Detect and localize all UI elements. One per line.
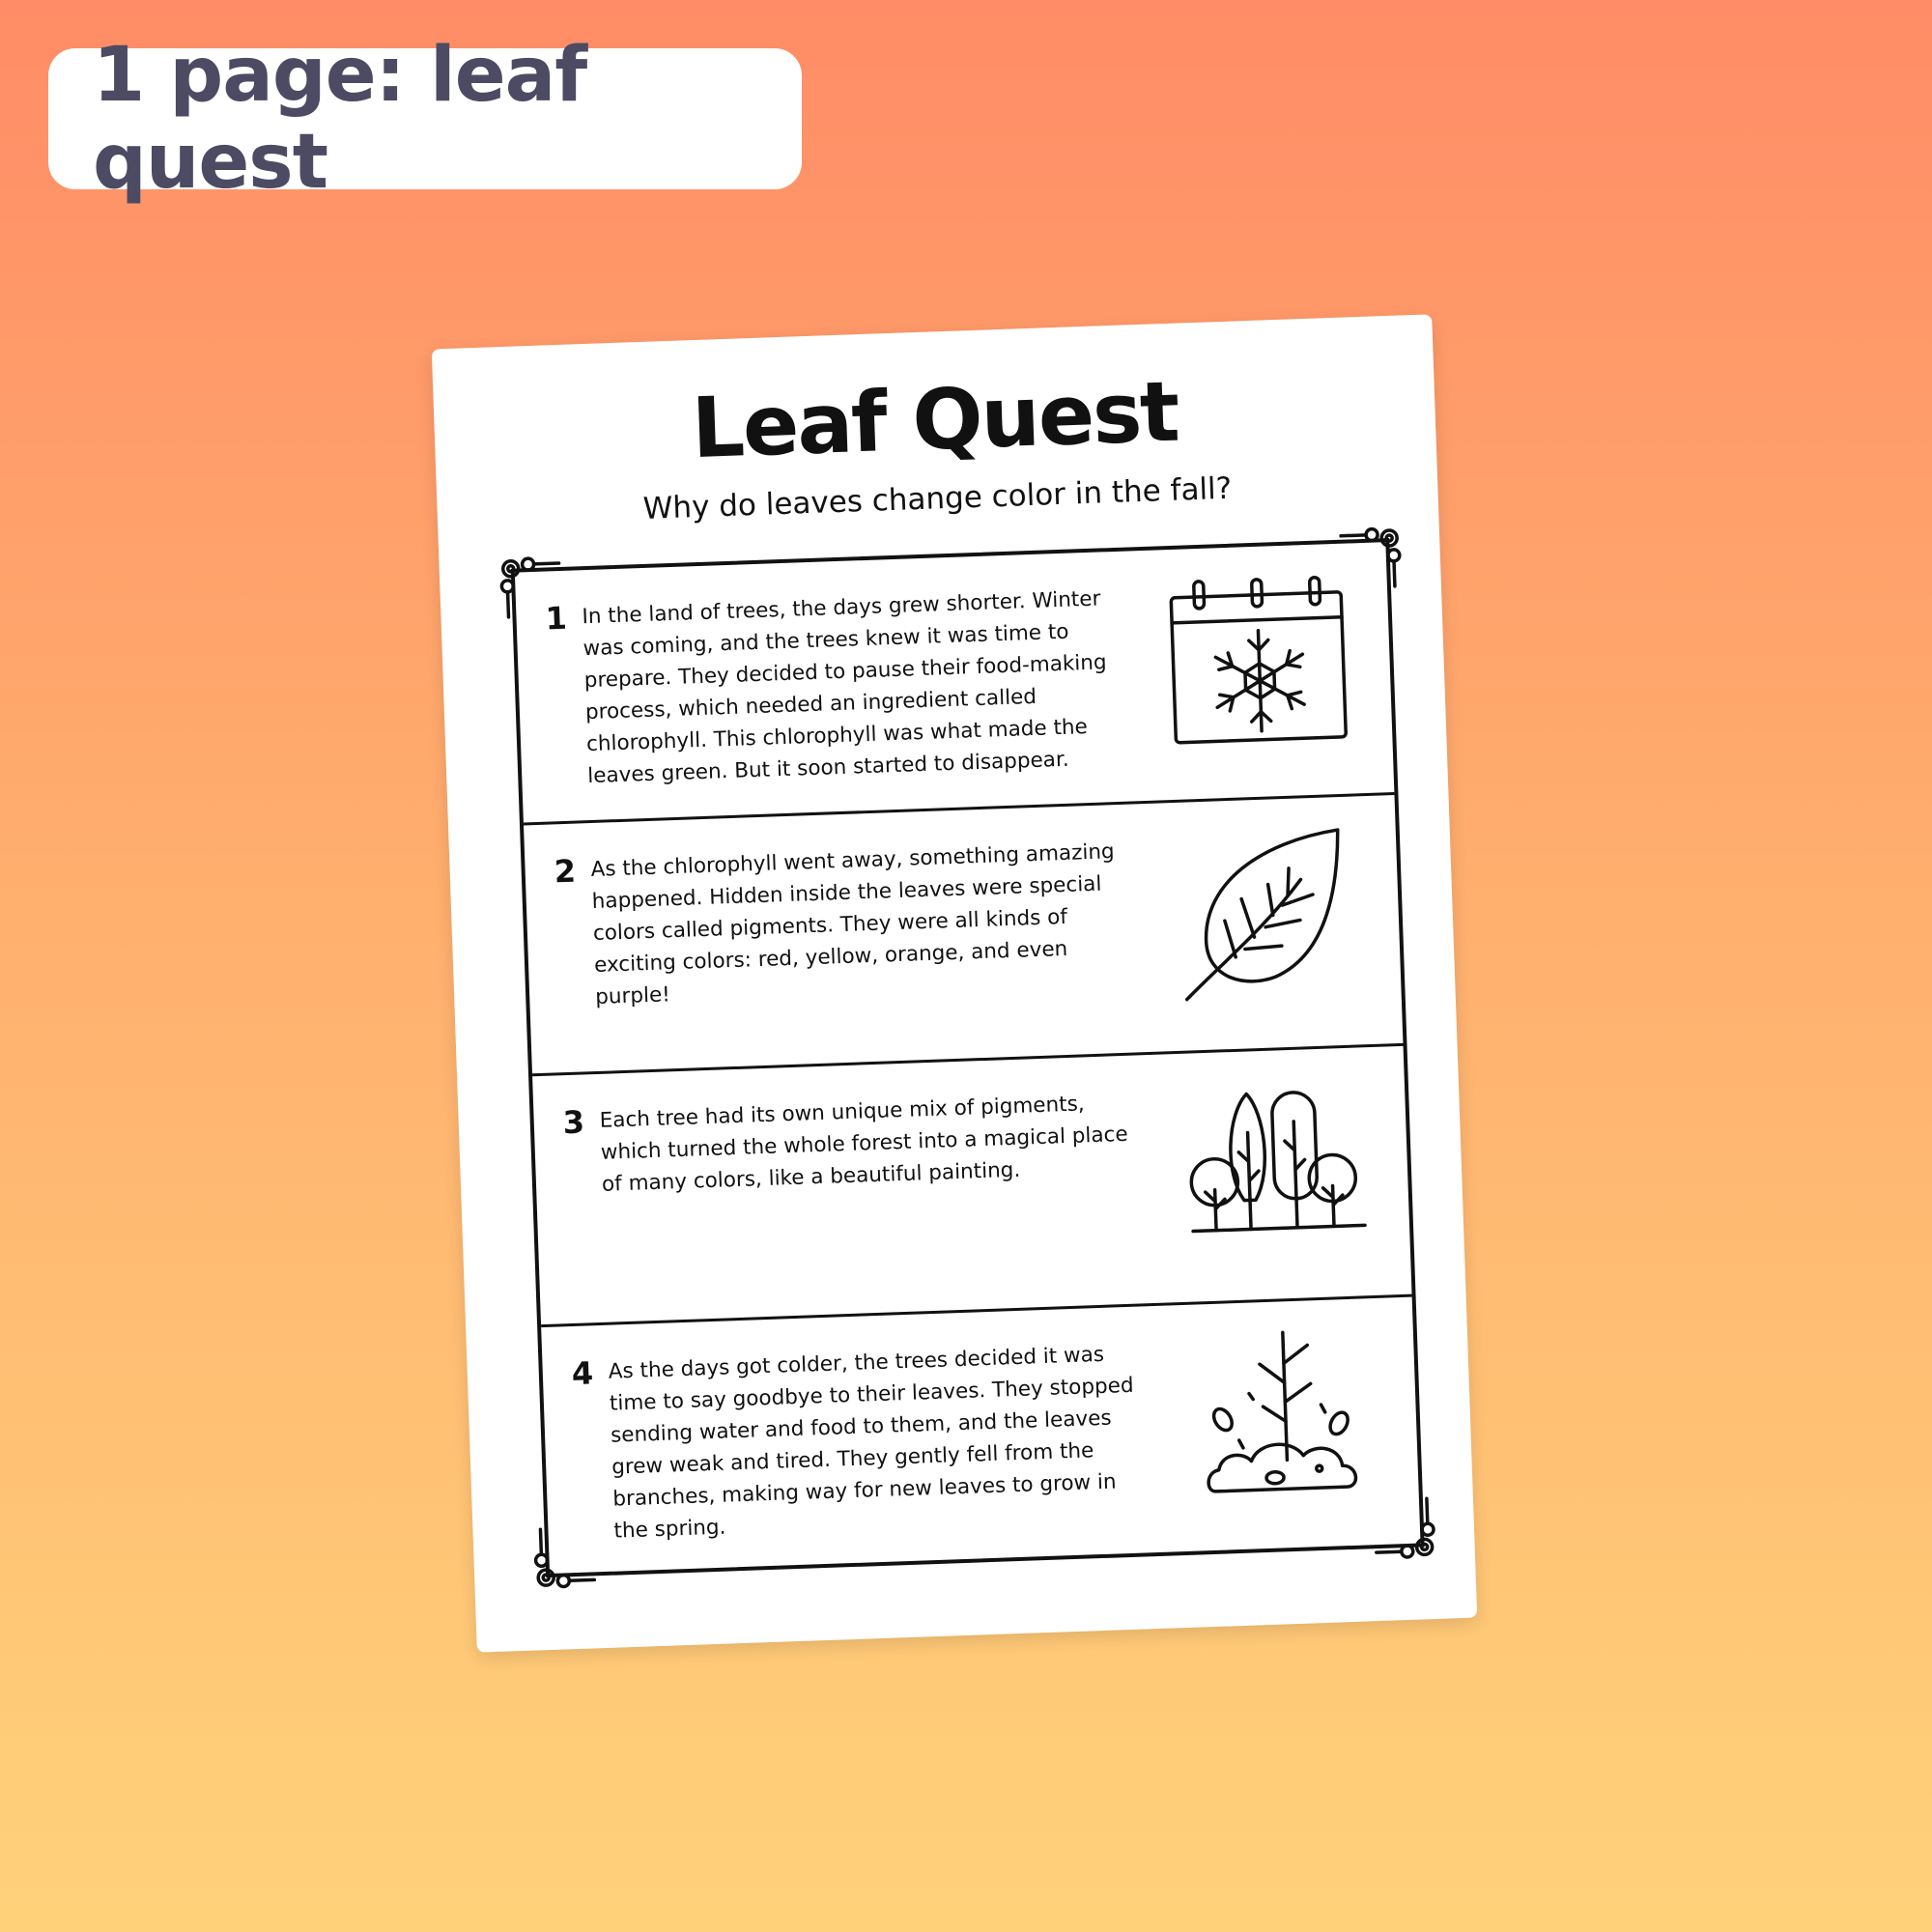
section-text: As the days got colder, the trees decided it was time to say goodbye to their leaves. They stopped sending water and food to them, and the leaves grew weak and tired. They gently fell from the branches, making way for new leaves to grow in the spring. — [608, 1342, 1134, 1544]
calendar-snowflake-icon — [1164, 567, 1354, 757]
section-text: As the chlorophyll went away, something amazing happened. Hidden inside the leaves were special colors called pigments. They were all kinds of exciting colors: red, yellow, orange, and even purple! — [590, 839, 1116, 1009]
section-number: 1 — [544, 599, 568, 638]
story-section-4 — [541, 1297, 1420, 1574]
story-section-3 — [532, 1046, 1412, 1327]
story-section-2 — [524, 795, 1404, 1076]
page-label-text: 1 page: leaf quest — [93, 32, 587, 206]
story-section-1 — [515, 542, 1395, 825]
worksheet-title: Leaf Quest — [690, 363, 1179, 478]
section-text: Each tree had its own unique mix of pigments, which turned the whole forest into a magical place of many colors, like a beautiful painting. — [599, 1092, 1129, 1197]
page-label-badge — [48, 32, 802, 206]
leaf-icon — [1173, 819, 1363, 1009]
section-number: 2 — [554, 852, 577, 891]
worksheet-page — [432, 314, 1477, 1652]
bare-tree-falling-leaves-icon — [1191, 1321, 1381, 1512]
section-number: 3 — [562, 1103, 585, 1142]
section-number: 4 — [571, 1354, 594, 1393]
forest-trees-icon — [1182, 1070, 1373, 1261]
worksheet-subtitle: Why do leaves change color in the fall? — [642, 470, 1233, 526]
section-text: In the land of trees, the days grew shorter. Winter was coming, and the trees knew it was time to prepare. They decided to pause their food-making process, which needed an ingredient called chlorophyll. This chlorophyll was what made the leaves green. But it soon started to disappear. — [582, 586, 1108, 789]
story-frame — [511, 538, 1425, 1577]
